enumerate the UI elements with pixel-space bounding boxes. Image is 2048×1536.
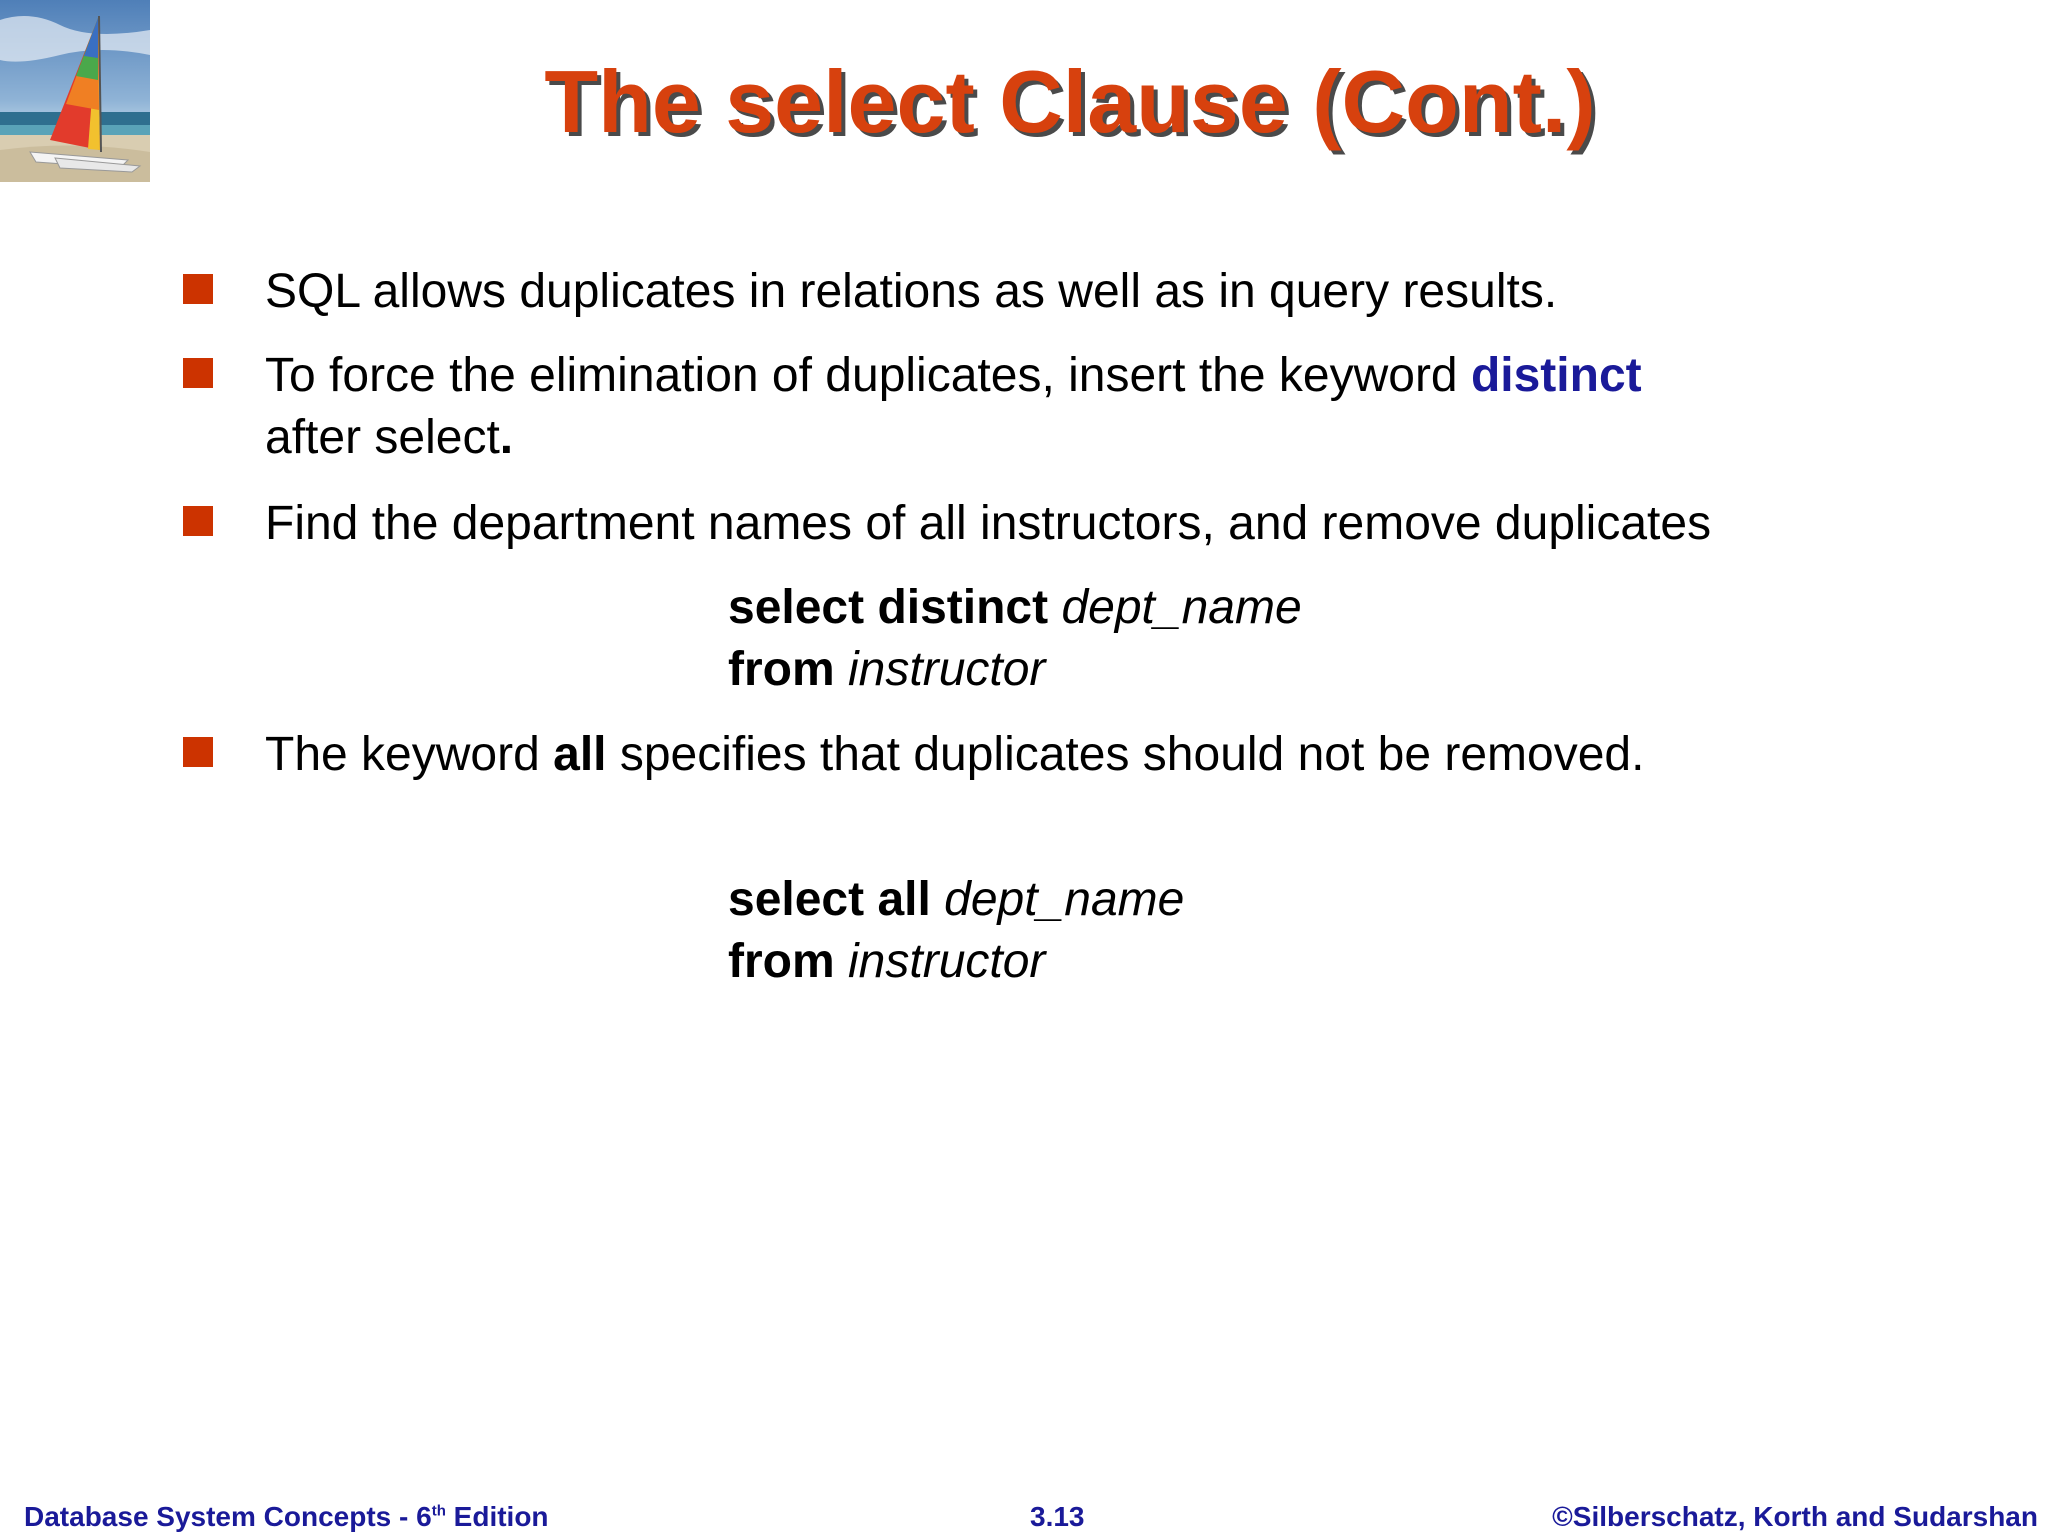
footer-book-title-suffix: Edition [445,1501,549,1532]
sql-attribute: dept_name [1061,581,1302,634]
bullet-2-line-2 [265,408,513,468]
keyword-distinct: distinct [1470,349,1642,402]
sql-relation: instructor [848,935,1046,988]
bullet-4-text-before: The keyword [265,728,554,781]
query-all-line-2 [728,932,1045,992]
bullet-marker [183,358,213,388]
query-all-line-1 [728,870,1184,930]
sql-attribute: dept_name [944,873,1185,926]
slide-title: The select Clause (Cont.) [544,52,1596,151]
keyword-all: all [553,728,607,781]
query-distinct-line-2 [728,640,1045,700]
sql-relation: instructor [848,643,1046,696]
footer-copyright: ©Silberschatz, Korth and Sudarshan [1552,1501,2038,1532]
footer-edition-sup: th [431,1502,446,1520]
sql-keyword: select distinct [728,581,1049,634]
bullet-2-text: To force the elimination of duplicates, insert the keyword [265,349,1471,402]
bullet-1-text: SQL allows duplicates in relations as well as in query results. [265,265,1558,318]
bullet-3-text: Find the department names of all instructors, and remove duplicates [265,497,1712,550]
query-distinct-line-1 [728,578,1302,638]
bullet-2-period: . [499,411,514,464]
footer-book-title [24,1500,549,1534]
bullet-4-text-after: specifies that duplicates should not be removed. [606,728,1645,781]
bullet-marker [183,506,213,536]
bullet-marker [183,737,213,767]
bullet-marker [183,274,213,304]
bullet-2-continuation: after select [265,411,500,464]
sql-keyword: select all [728,873,931,926]
footer-slide-number: 3.13 [1030,1501,1085,1532]
footer-book-title-prefix: Database System Concepts - 6 [24,1501,432,1532]
bullet-2-line-1 [265,346,1642,406]
bullet-4-text [265,725,1644,785]
sql-keyword: from [728,643,835,696]
sql-keyword: from [728,935,835,988]
